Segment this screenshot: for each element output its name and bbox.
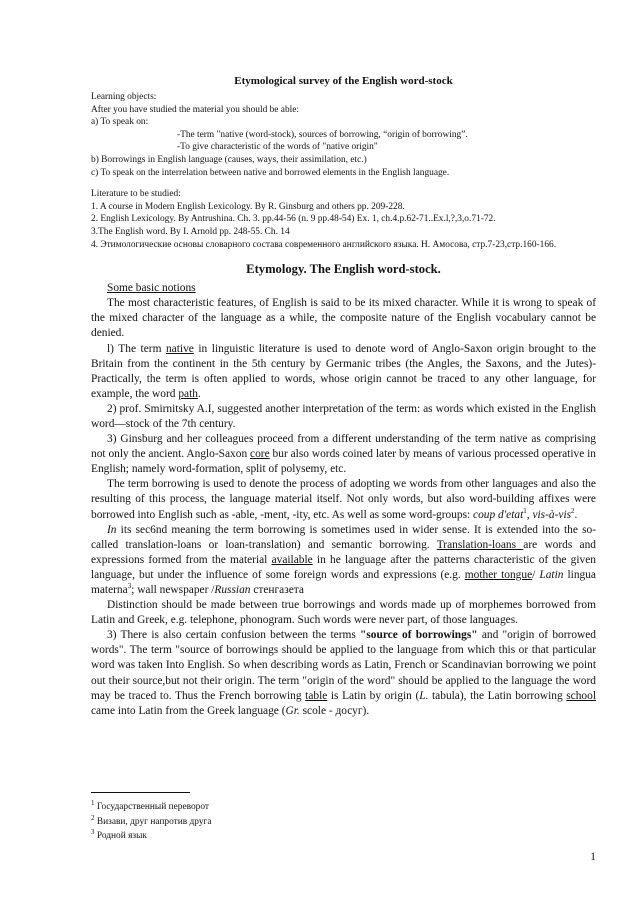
literature-item: 1. A course in Modern English Lexicology. By R. Ginsburg and others pp. 209-228. bbox=[91, 201, 405, 212]
paragraph: l) The term native in linguistic literature is used to denote word of Anglo-Saxon origin brought to the Britain from the continent in the 5th century by Germanic tribes (the Angles, the Saxons, and the Jutes)- Practically, the term is often applied to words, whose origin cannot be traced to any other language, for example, the word path. bbox=[91, 342, 596, 400]
objectives-line: After you have studied the material you should be able: bbox=[91, 104, 300, 115]
literature-heading: Literature to be studied: bbox=[91, 189, 181, 200]
page-number: 1 bbox=[590, 851, 596, 863]
footnote: $^2$ Визави, друг напротив друга bbox=[91, 813, 212, 827]
page-content bbox=[91, 74, 596, 719]
footnote-mark: 2 bbox=[571, 506, 575, 515]
footnote: $^1$ Государственный переворот bbox=[91, 798, 210, 812]
learning-objectives bbox=[91, 91, 596, 179]
paragraph: Distinction should be made between true borrowings and words made up of morphemes borrowed from Latin and Greek, e.g. telephone, phonogram. Such words were never part, of those languages. bbox=[91, 599, 596, 627]
footnotes bbox=[91, 800, 212, 844]
objectives-line: Learning objects: bbox=[91, 92, 157, 102]
footnote: $^3$ Родной язык bbox=[91, 827, 147, 841]
paragraph: The term borrowing is used to denote the process of adopting we words from other languages and also the resulting of this process, the language material itself. Not only words, but also word-building affixes were borrowed into English such as -able, -ment, -ity, etc. As well as some word-groups: coup d'etat$^1$, vis-à-vis$^2$. bbox=[91, 478, 596, 521]
paragraph: 3) There is also certain confusion between the terms "source of borrowings" and "origin of borrowed words". The term "source of borrowings should be applied to the language from which this or that particular word was taken Into English. So when describing words as Latin, French or Scandinavian borrowing we point out their source,but not their origin. The term "origin of the word" should be applied to the language the word may be traced to. Thus the French borrowing table is Latin by origin (L. tabula), the Latin borrowing school came into Latin from the Greek language (Gr. scole - досуг). bbox=[91, 629, 596, 717]
document-title: Etymological survey of the English word-stock bbox=[234, 75, 453, 87]
objectives-line: b) Borrowings in English language (causes, ways, their assimilation, etc.) bbox=[91, 154, 367, 165]
section-title: Etymology. The English word-stock. bbox=[246, 262, 441, 277]
objectives-line: -To give characteristic of the words of "native origin" bbox=[177, 142, 378, 153]
subheading-basic-notions: Some basic notions bbox=[107, 282, 196, 295]
objectives-line: a) To speak on: bbox=[91, 117, 149, 128]
footnote-mark: 1 bbox=[523, 506, 527, 515]
literature-item: 4. Этимологические основы словарного состава современного английского языка. Н. Амосова, стр.7-23,стр.160-166. bbox=[91, 239, 557, 250]
literature-item: 2. English Lexicology. By Antrushina. Ch. 3. pp.44-56 (n. 9 pp.48-54) Ex. 1, ch.4.p.62-71..Ex.l,?,3,o.71-72. bbox=[91, 214, 496, 225]
footnote-mark: 3 bbox=[127, 582, 132, 591]
paragraph: The most characteristic features, of English is said to be its mixed character. While it is wrong to speak of the mixed character of the language as a while, the composite nature of the English vocabulary cannot be denied. bbox=[91, 297, 596, 340]
objectives-line: c) To speak on the interrelation between native and borrowed elements in the English language. bbox=[91, 167, 450, 178]
footnote-divider bbox=[91, 792, 190, 793]
literature-list bbox=[91, 188, 596, 251]
body-text bbox=[91, 281, 596, 719]
paragraph: In its sec6nd meaning the term borrowing is sometimes used in wider sense. It is extended into the so-called translation-loans or loan-translation) and semantic borrowing. Translation-loans are words and expressions formed from the material available in he language after the patterns characteristic of the given language, but under the influence of some foreign words and expressions (e.g. mother tongue/ Latin lingua materna$^3$; wall newspaper /Russian стенгазета bbox=[91, 523, 597, 596]
literature-item: 3.The English word. By I. Arnold pp. 248-55. Ch. 14 bbox=[91, 226, 290, 237]
paragraph: 2) prof. Smirnitsky A.I, suggested another interpretation of the term: as words which existed in the English word—stock of the 7th century. bbox=[91, 402, 596, 430]
objectives-line: -The term "native (word-stock), sources of borrowing, “origin of borrowing”. bbox=[177, 129, 468, 140]
paragraph: 3) Ginsburg and her colleagues proceed from a different understanding of the term native as comprising not only the ancient. Anglo-Saxon core bur also words coined later by means of various processed operative in English; namely word-formation, split of polysemy, etc. bbox=[91, 433, 596, 476]
